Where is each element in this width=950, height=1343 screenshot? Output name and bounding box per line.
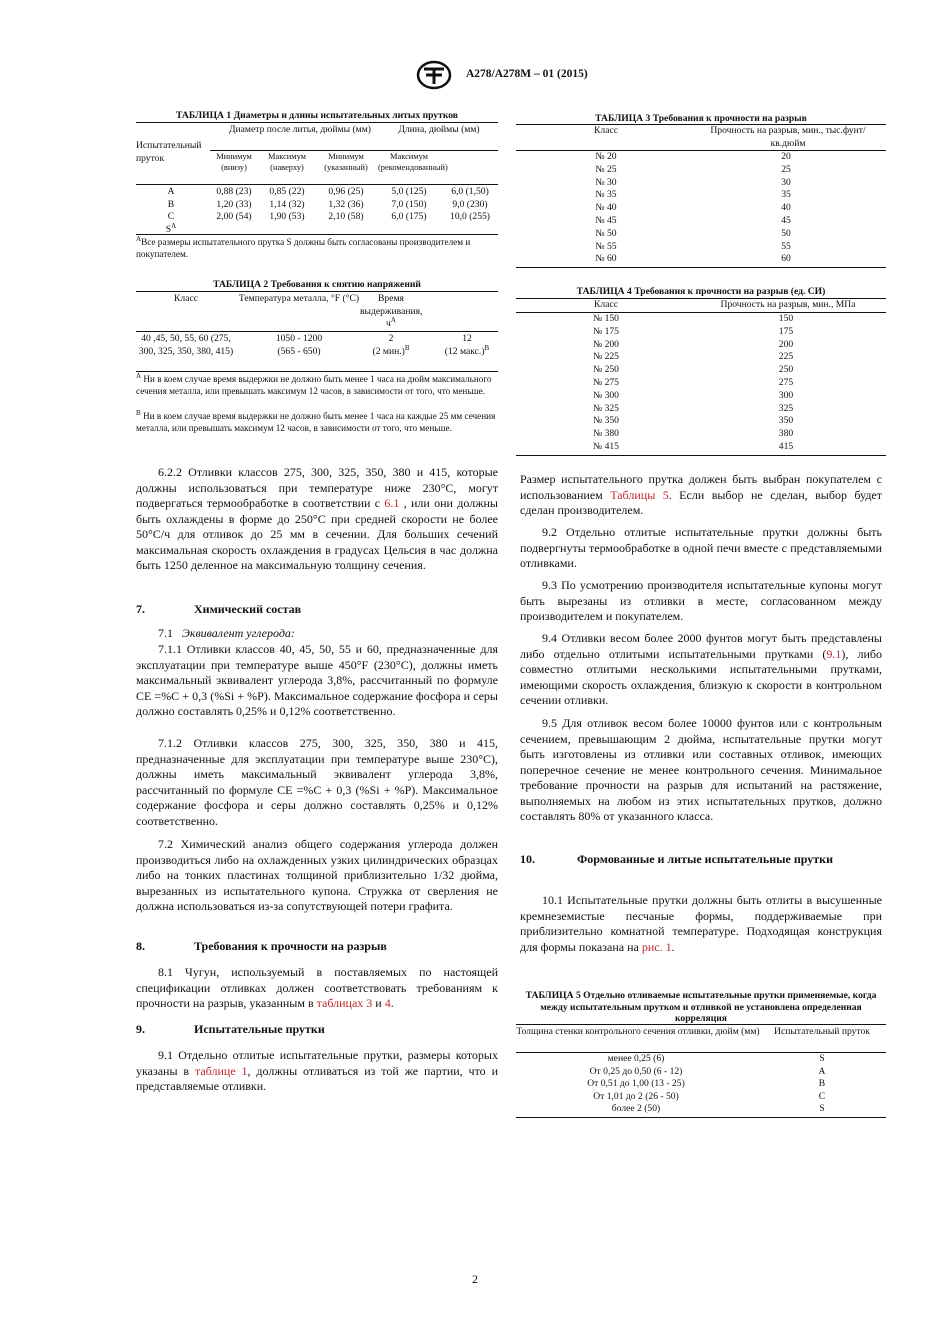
table2-head-rule [136, 331, 498, 332]
table1-sub-min-bottom: Минимум (внизу) [216, 152, 252, 172]
section-10-title: Формованные и литые испытательные прутки [577, 852, 833, 866]
table2-title: ТАБЛИЦА 2 Требования к снятию напряжений [213, 279, 421, 290]
table1-sub-max-rec: Максимум (рекомендованный) [378, 152, 448, 172]
section-8-number: 8. [136, 939, 145, 953]
table-row: № 25 25 [595, 163, 791, 175]
table1-group-diameter: Диаметр после литья, дюймы (мм) [229, 124, 371, 135]
section-9-number: 9. [136, 1022, 145, 1036]
table4-body [516, 313, 886, 455]
table2-temp: 1050 - 1200 (565 - 650) [275, 333, 323, 357]
table4-bottom-rule [516, 455, 886, 456]
table3-bottom-rule [516, 267, 886, 268]
table-row: № 225 225 [593, 351, 794, 363]
paragraph-9-4: 9.4 Отливки весом более 2000 фунтов могут быть представлены либо отдельно отлитыми испытательными прутками (9.1), либо совместно отлитыми несколькими испытательными прутками, имеющими скорость охлаждения, близкую к скорости в контрольном сечении отливки. [520, 631, 882, 708]
table-row: № 275 275 [593, 377, 794, 388]
table2-time-min: 2 (2 мин.)$^B$ [372, 333, 410, 357]
table2-footnote-b: $^B$ Ни в коем случае время выдержки не должно быть менее 1 часа на каждые 25 мм сечения металла, или превышать максимум 12 часов, в зависимости от того, что меньше. [136, 408, 496, 433]
paragraph-7-2: 7.2 Химический анализ общего содержания углерода должен производиться либо на охлажденных узких цилиндрических образцах либо на тонких пластинах толщиной приблизительно 1/32 дюйма, вырезанных из испытательного купона. Стружка от сверления не должна использоваться из-за сопутствующей потери графита. [136, 837, 498, 914]
table-row: A 0,88 (23) 0,85 (22) 0,96 (25) 5,0 (125) 6,0 (1,50) [167, 186, 489, 197]
link-6-1[interactable]: 6.1 [384, 496, 400, 511]
paragraph-8-1: 8.1 Чугун, используемый в поставляемых по настоящей спецификации отливках должен соответствовать требованиям к прочности на разрыв, указанным в таблицах 3 и 4. [136, 965, 498, 1011]
table-row: № 50 50 [595, 227, 791, 239]
table1-head-rule [136, 184, 498, 185]
table-row: № 350 350 [593, 415, 794, 427]
table1-top-rule [136, 122, 498, 123]
paragraph-9-5: 9.5 Для отливок весом более 10000 фунтов или с контрольным сечением, превышающим 2 дюйма, испытательные прутки могут быть изготовлены из отливки или составных отливок, имеющих поперечное сечение не менее контрольного сечения. Минимальное требование прочности на разрыв для испытаний на растяжение, выполняемых на любом из этих испытательных прутков, должно составлять 80% от указанного класса. [520, 716, 882, 824]
paragraph-7-1-1: 7.1.1 Отливки классов 40, 45, 50, 55 и 60, предназначенные для эксплуатации при температуре выше 450°F (230°C), должны иметь максимальный эквивалент углерода 3,8%, рассчитанный по формуле CE =%C + 0,3 (%Si + %P). Максимальное содержание фосфора и серы должно составлять 0,25% и 0,12% соответственно. [136, 642, 498, 719]
table5-top-rule [516, 1024, 886, 1025]
paragraph-9-1: 9.1 Отдельно отлитые испытательные прутки, размеры которых указаны в таблице 1, должны отливаться из той же партии, что и представляемые отливки. [136, 1048, 498, 1094]
section-8-title: Требования к прочности на разрыв [194, 939, 387, 953]
table-row: № 45 45 [595, 215, 791, 226]
link-table-4[interactable]: 4 [384, 996, 391, 1011]
paragraph-9-1-cont: Размер испытательного прутка должен быть выбран покупателем с использованием Таблицы 5. Если выбор не сделан, выбор будет сделан производителем. [520, 472, 882, 518]
table2-col-temp: Температура металла, °F (°C) [238, 293, 360, 304]
paragraph-9-2: 9.2 Отдельно отлитые испытательные прутки должны быть подвергнуты термообработке в одной печи вместе с представляемыми отливками. [520, 525, 882, 571]
table1-group-rule [210, 150, 498, 151]
table-row: № 55 55 [595, 240, 791, 252]
link-table-3[interactable]: таблицах 3 [316, 996, 373, 1011]
table3-body [516, 151, 886, 267]
table-row: № 325 325 [593, 402, 794, 414]
table3-col-class: Класс [594, 125, 618, 136]
table-row: № 380 380 [593, 428, 794, 440]
table-row: № 200 200 [593, 338, 794, 350]
paragraph-7-1-2: 7.1.2 Отливки классов 275, 300, 325, 350, 380 и 415, предназначенные для эксплуатации при температуре выше 230°C), должны иметь максимальный эквивалент углерода 3,8%, рассчитанный по формуле CE =%C + 0,3 (%Si + %P). Максимальное содержание фосфора и серы должно составлять 0,25% и 0,12% соответственно. [136, 736, 498, 828]
table-row: От 1,01 до 2 (26 - 50) C [593, 1090, 826, 1102]
table-row: № 40 40 [595, 202, 791, 214]
section-7-title: Химический состав [194, 602, 302, 616]
table-row: № 35 35 [595, 189, 791, 201]
table1-title: ТАБЛИЦА 1 Диаметры и длины испытательных литых прутков [176, 110, 458, 121]
table1-body [136, 186, 498, 234]
table2-time-max: 12 (12 макс.)$^B$ [444, 333, 490, 357]
table-row: менее 0,25 (6) S [607, 1053, 825, 1064]
table-row: № 20 20 [595, 151, 791, 162]
section-10-number: 10. [520, 852, 535, 866]
table2-col-time: Время выдерживания, $ч^A$ [360, 293, 423, 329]
table-row: $S^A$ [165, 221, 177, 235]
paragraph-10-1: 10.1 Испытательные прутки должны быть отлиты в высушенные кремнеземистые песчаные формы, поддерживаемые при приблизительно комнатной температуре. Подходящая конструкция для формы показана на рис. 1. [520, 893, 882, 954]
paragraph-7-1: 7.1 Эквивалент углерода: [158, 626, 295, 640]
table5-col-wall: Толщина стенки контрольного сечения отливки, дюйм (мм) [516, 1026, 760, 1037]
link-table-1[interactable]: таблице 1 [194, 1063, 248, 1078]
table3-title: ТАБЛИЦА 3 Требования к прочности на разрыв [595, 113, 807, 124]
table-row: № 300 300 [593, 389, 794, 401]
document-title: A278/A278M – 01 (2015) [466, 68, 588, 80]
table-row: C 2,00 (54) 1,90 (53) 2,10 (58) 6,0 (175) 10,0 (255) [167, 211, 490, 222]
link-figure-1[interactable]: рис. 1 [641, 939, 672, 954]
table1-sub-max-top: Максимум (наверху) [268, 152, 306, 172]
table-row: От 0,51 до 1,00 (13 - 25) B [587, 1078, 826, 1089]
table2-class-values: 40 ,45, 50, 55, 60 (275, 300, 325, 350, 380, 415) [138, 333, 234, 357]
table5-body [516, 1053, 886, 1117]
table1-bottom-rule [136, 234, 498, 235]
link-9-1[interactable]: 9.1 [826, 646, 842, 661]
table-row: B 1,20 (33) 1,14 (32) 1,32 (36) 7,0 (150) 9,0 (230) [167, 198, 488, 210]
table2-top-rule [136, 291, 498, 292]
paragraph-6-2-2: 6.2.2 Отливки классов 275, 300, 325, 350, 380 и 415, которые должны использоваться при температуре ниже 230°C, могут подвергаться термообработке в соответствии с 6.1 , или они должны быть охлаждены в форме до 250°C при средней скорости не более 50°C/ч для отливок до 25 мм в сечении. Для больших сечений максимальная скорость охлаждения в градусах Цельсия в час должна быть 1250 деленное на максимальную толщину сечения. [136, 465, 498, 573]
table4-col-strength: Прочность на разрыв, мин., МПа [720, 299, 856, 310]
table-row: От 0,25 до 0,50 (6 - 12) A [589, 1065, 826, 1077]
table1-group-length: Длина, дюймы (мм) [398, 124, 480, 135]
table-row: № 150 150 [593, 313, 794, 324]
table5-title: ТАБЛИЦА 5 Отдельно отливаемые испытательные прутки применяемые, когда между испытательным прутком и отливкой не установлена определенная корреляция [525, 990, 877, 1024]
table-row: № 60 60 [595, 253, 791, 265]
astm-logo [416, 60, 452, 90]
link-table-5[interactable]: Таблицы 5 [610, 487, 669, 502]
table5-bottom-rule [516, 1117, 886, 1118]
table2-col-class: Класс [174, 293, 198, 304]
table3-col-strength: Прочность на разрыв, мин., тыс.фунт/кв.дюйм [710, 125, 866, 149]
table1-col-bar: Испытательный пруток [136, 140, 202, 164]
section-9-title: Испытательные прутки [194, 1022, 325, 1036]
table4-col-class: Класс [594, 299, 618, 310]
page-number: 2 [472, 1272, 478, 1286]
table1-footnote: $^A$Все размеры испытательного прутка S должны быть согласованы производителем и покупателем. [136, 234, 471, 259]
table4-title: ТАБЛИЦА 4 Требования к прочности на разрыв (ед. СИ) [576, 286, 826, 297]
section-7-number: 7. [136, 602, 145, 616]
table-row: более 2 (50) S [611, 1103, 825, 1114]
table-row: № 175 175 [593, 325, 794, 337]
table-row: № 30 30 [595, 176, 791, 188]
table2-bottom-rule [136, 371, 498, 372]
table1-sub-min-spec: Минимум (указанный) [324, 152, 368, 172]
table-row: № 415 415 [593, 441, 794, 452]
table5-col-bar: Испытательный пруток [774, 1026, 870, 1037]
paragraph-9-3: 9.3 По усмотрению производителя испытательные купоны могут быть вырезаны из отливки в месте, согласованном между производителем и покупателем. [520, 578, 882, 624]
table2-footnote-a: $^A$ Ни в коем случае время выдержки не должно быть менее 1 часа на дюйм максимального сечения металла, или превышать максимум 12 часов, в зависимости от того, что меньше. [136, 371, 492, 396]
table-row: № 250 250 [593, 364, 794, 376]
